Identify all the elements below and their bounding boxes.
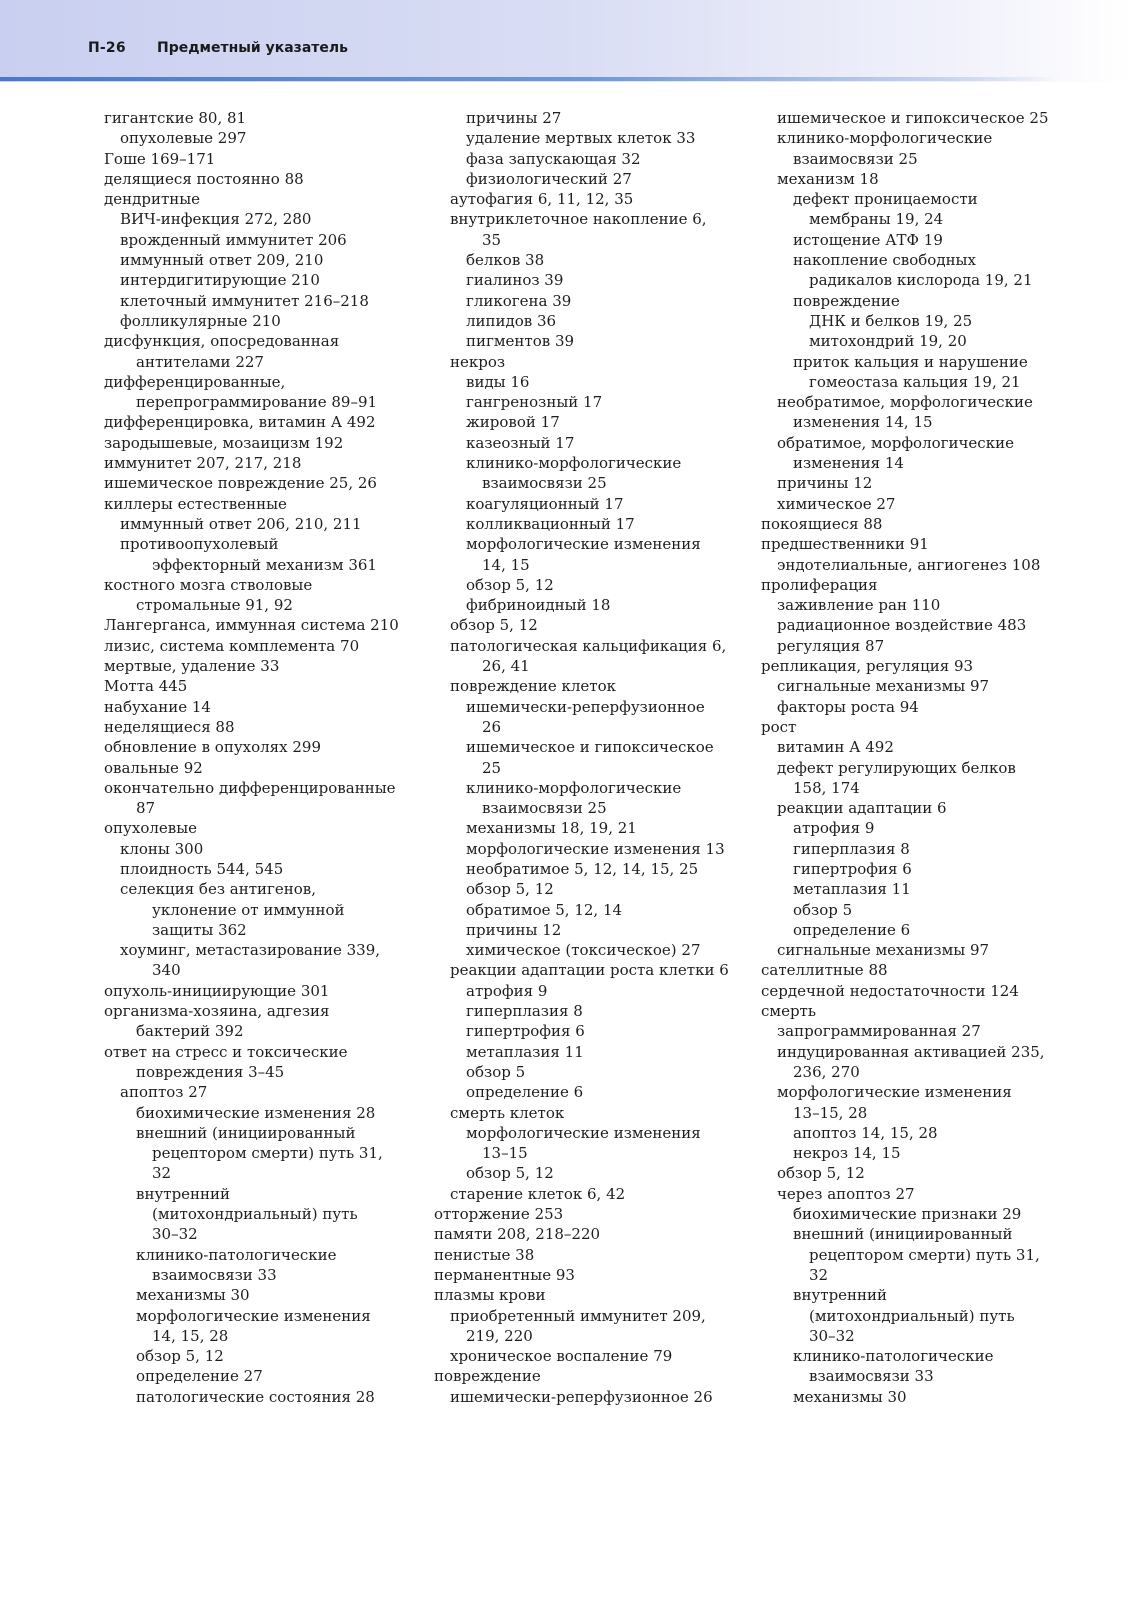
index-entry: клинико-морфологические [777, 129, 993, 148]
index-entry: противоопухолевый [120, 535, 279, 554]
index-entry: пролиферация [761, 575, 878, 594]
index-entry: гомеостаза кальция 19, 21 [809, 372, 1021, 391]
index-entry: обратимое 5, 12, 14 [466, 900, 623, 919]
index-entry: дефект регулирующих белков [777, 758, 1016, 777]
index-entry: лизис, система комплемента 70 [104, 636, 360, 655]
index-entry: атрофия 9 [793, 819, 875, 838]
index-entry: иммунный ответ 209, 210 [120, 251, 324, 270]
index-entry: механизмы 30 [793, 1387, 907, 1406]
index-entry: удаление мертвых клеток 33 [466, 129, 696, 148]
index-entry: патологические состояния 28 [136, 1387, 375, 1406]
index-column-2 [434, 108, 750, 1407]
index-entry: повреждение клеток [450, 677, 616, 696]
index-entry: некроз [450, 352, 506, 371]
index-entry: 219, 220 [466, 1326, 533, 1345]
index-entry: реакции адаптации роста клетки 6 [450, 961, 729, 980]
index-entry: повреждение [793, 291, 900, 310]
index-entry: Гоше 169–171 [104, 149, 216, 168]
index-entry: (митохондриальный) путь [809, 1306, 1015, 1325]
index-entry: морфологические изменения [466, 1123, 701, 1142]
index-entry: хоуминг, метастазирование 339, [120, 941, 381, 960]
index-entry: изменения 14, 15 [793, 413, 933, 432]
index-entry: химическое (токсическое) 27 [466, 941, 701, 960]
index-entry: взаимосвязи 25 [482, 799, 607, 818]
index-entry: интердигитирующие 210 [120, 271, 320, 290]
index-entry: 35 [482, 230, 502, 249]
index-entry: клоны 300 [120, 839, 204, 858]
index-entry: обзор 5, 12 [136, 1347, 224, 1366]
index-entry: апоптоз 27 [120, 1083, 208, 1102]
index-entry: 340 [152, 961, 181, 980]
index-entry: дифференцировка, витамин А 492 [104, 413, 376, 432]
index-entry: обновление в опухолях 299 [104, 738, 321, 757]
index-entry: иммунный ответ 206, 210, 211 [120, 514, 362, 533]
index-entry: клеточный иммунитет 216–218 [120, 291, 369, 310]
index-entry: ДНК и белков 19, 25 [809, 311, 973, 330]
index-entry: метаплазия 11 [466, 1042, 584, 1061]
index-entry: казеозный 17 [466, 433, 575, 452]
index-entry: необратимое, морфологические [777, 393, 1033, 412]
index-entry: предшественники 91 [761, 535, 929, 554]
index-entry: механизмы 30 [136, 1286, 250, 1305]
index-entry: приобретенный иммунитет 209, [450, 1306, 706, 1325]
index-entry: определение 27 [136, 1367, 263, 1386]
index-entry: уклонение от иммунной [152, 900, 345, 919]
index-entry: коагуляционный 17 [466, 494, 624, 513]
index-entry: 14, 15 [482, 555, 530, 574]
index-entry: смерть [761, 1002, 817, 1021]
index-entry: факторы роста 94 [777, 697, 919, 716]
index-entry: пигментов 39 [466, 332, 575, 351]
index-entry: аутофагия 6, 11, 12, 35 [450, 190, 634, 209]
index-entry: взаимосвязи 33 [152, 1265, 277, 1284]
index-entry: некроз 14, 15 [793, 1144, 901, 1163]
index-entry: обзор 5, 12 [466, 575, 554, 594]
index-entry: мембраны 19, 24 [809, 210, 944, 229]
index-entry: мертвые, удаление 33 [104, 657, 280, 676]
index-column-1 [104, 108, 404, 1407]
index-entry: обзор 5, 12 [466, 880, 554, 899]
index-entry: 26 [482, 717, 502, 736]
index-entry: заживление ран 110 [777, 596, 941, 615]
index-entry: перманентные 93 [434, 1265, 575, 1284]
index-entry: ишемически-реперфузионное 26 [450, 1387, 713, 1406]
index-entry: митохондрий 19, 20 [809, 332, 967, 351]
index-entry: клинико-патологические [793, 1347, 994, 1366]
index-entry: киллеры естественные [104, 494, 287, 513]
index-entry: старение клеток 6, 42 [450, 1184, 626, 1203]
index-column-3 [761, 108, 1067, 1407]
index-entry: механизмы 18, 19, 21 [466, 819, 637, 838]
index-entry: биохимические изменения 28 [136, 1103, 376, 1122]
index-entry: 32 [152, 1164, 172, 1183]
index-entry: биохимические признаки 29 [793, 1205, 1022, 1224]
index-entry: перепрограммирование 89–91 [136, 393, 378, 412]
index-entry: 236, 270 [793, 1062, 860, 1081]
index-entry: стромальные 91, 92 [136, 596, 293, 615]
index-entry: делящиеся постоянно 88 [104, 169, 304, 188]
index-entry: виды 16 [466, 372, 530, 391]
header-accent-line [0, 77, 1060, 81]
section-title: Предметный указатель [157, 40, 348, 56]
index-entry: гангренозный 17 [466, 393, 603, 412]
index-entry: дисфункция, опосредованная [104, 332, 340, 351]
index-entry: антителами 227 [136, 352, 264, 371]
index-entry: ВИЧ-инфекция 272, 280 [120, 210, 312, 229]
index-entry: иммунитет 207, 217, 218 [104, 454, 302, 473]
index-entry: ишемическое и гипоксическое [466, 738, 714, 757]
index-entry: 13–15 [482, 1144, 528, 1163]
index-entry: определение 6 [793, 920, 911, 939]
index-entry: морфологические изменения [777, 1083, 1012, 1102]
index-entry: обратимое, морфологические [777, 433, 1014, 452]
index-entry: гиалиноз 39 [466, 271, 564, 290]
index-entry: эффекторный механизм 361 [152, 555, 377, 574]
index-entry: селекция без антигенов, [120, 880, 317, 899]
index-entry: фибриноидный 18 [466, 596, 611, 615]
index-entry: овальные 92 [104, 758, 203, 777]
index-entry: 25 [482, 758, 502, 777]
index-entry: обзор 5 [466, 1062, 526, 1081]
index-entry: обзор 5, 12 [450, 616, 538, 635]
index-entry: эндотелиальные, ангиогенез 108 [777, 555, 1041, 574]
index-entry: рецептором смерти) путь 31, [809, 1245, 1040, 1264]
page-number: П-26 [88, 40, 126, 56]
index-entry: накопление свободных [793, 251, 976, 270]
index-entry: причины 12 [777, 474, 873, 493]
index-entry: ишемическое и гипоксическое 25 [777, 109, 1049, 127]
index-entry: изменения 14 [793, 454, 904, 473]
index-entry: регуляция 87 [777, 636, 885, 655]
index-entry: сигнальные механизмы 97 [777, 941, 990, 960]
index-entry: гликогена 39 [466, 291, 572, 310]
index-entry: сигнальные механизмы 97 [777, 677, 990, 696]
index-entry: ответ на стресс и токсические [104, 1042, 348, 1061]
index-entry: физиологический 27 [466, 169, 632, 188]
index-entry: радиационное воздействие 483 [777, 616, 1027, 635]
index-entry: рецептором смерти) путь 31, [152, 1144, 383, 1163]
index-entry: репликация, регуляция 93 [761, 657, 974, 676]
index-entry: морфологические изменения [136, 1306, 371, 1325]
index-entry: 87 [136, 799, 156, 818]
index-entry: через апоптоз 27 [777, 1184, 915, 1203]
index-entry: гигантские 80, 81 [104, 109, 247, 127]
index-entry: морфологические изменения [466, 535, 701, 554]
index-entry: 13–15, 28 [793, 1103, 868, 1122]
index-entry: определение 6 [466, 1083, 584, 1102]
index-entry: отторжение 253 [434, 1205, 564, 1224]
index-entry: необратимое 5, 12, 14, 15, 25 [466, 859, 699, 878]
index-entry: 158, 174 [793, 778, 860, 797]
index-entry: клинико-патологические [136, 1245, 337, 1264]
index-entry: опухолевые 297 [120, 129, 247, 148]
index-entry: покоящиеся 88 [761, 514, 883, 533]
index-entry: атрофия 9 [466, 981, 548, 1000]
index-entry: гиперплазия 8 [793, 839, 910, 858]
index-entry: внешний (инициированный [136, 1123, 356, 1142]
index-entry: дифференцированные, [104, 372, 286, 391]
index-entry: ишемическое повреждение 25, 26 [104, 474, 377, 493]
index-entry: пенистые 38 [434, 1245, 535, 1264]
index-entry: повреждение [434, 1367, 541, 1386]
index-entry: гиперплазия 8 [466, 1002, 583, 1021]
index-entry: патологическая кальцификация 6, [450, 636, 727, 655]
index-entry: дефект проницаемости [793, 190, 978, 209]
index-entry: клинико-морфологические [466, 454, 682, 473]
index-entry: смерть клеток [450, 1103, 565, 1122]
index-entry: обзор 5, 12 [466, 1164, 554, 1183]
index-entry: Мотта 445 [104, 677, 188, 696]
index-entry: сателлитные 88 [761, 961, 888, 980]
index-entry: химическое 27 [777, 494, 896, 513]
index-entry: апоптоз 14, 15, 28 [793, 1123, 938, 1142]
index-entry: белков 38 [466, 251, 545, 270]
index-entry: причины 12 [466, 920, 562, 939]
index-entry: витамин А 492 [777, 738, 894, 757]
index-entry: опухолевые [104, 819, 198, 838]
index-entry: внутренний [793, 1286, 888, 1305]
index-entry: 26, 41 [482, 657, 530, 676]
index-entry: механизм 18 [777, 169, 879, 188]
index-entry: неделящиеся 88 [104, 717, 235, 736]
index-entry: зародышевые, мозаицизм 192 [104, 433, 344, 452]
index-entry: причины 27 [466, 109, 562, 127]
index-entry: плоидность 544, 545 [120, 859, 284, 878]
index-entry: приток кальция и нарушение [793, 352, 1028, 371]
index-entry: памяти 208, 218–220 [434, 1225, 601, 1244]
index-entry: внутриклеточное накопление 6, [450, 210, 707, 229]
index-entry: Лангерганса, иммунная система 210 [104, 616, 399, 635]
index-entry: взаимосвязи 25 [793, 149, 918, 168]
index-entry: запрограммированная 27 [777, 1022, 981, 1041]
index-entry: организма-хозяина, адгезия [104, 1002, 330, 1021]
index-entry: повреждения 3–45 [136, 1062, 285, 1081]
index-entry: дендритные [104, 190, 201, 209]
index-entry: фолликулярные 210 [120, 311, 281, 330]
index-entry: ишемически-реперфузионное [466, 697, 705, 716]
index-entry: липидов 36 [466, 311, 557, 330]
index-entry: окончательно дифференцированные [104, 778, 396, 797]
index-entry: плазмы крови [434, 1286, 546, 1305]
index-entry: костного мозга стволовые [104, 575, 313, 594]
index-entry: защиты 362 [152, 920, 247, 939]
index-entry: внешний (инициированный [793, 1225, 1013, 1244]
index-entry: бактерий 392 [136, 1022, 244, 1041]
index-entry: 30–32 [809, 1326, 855, 1345]
index-entry: (митохондриальный) путь [152, 1205, 358, 1224]
index-entry: истощение АТФ 19 [793, 230, 943, 249]
index-entry: 14, 15, 28 [152, 1326, 229, 1345]
index-entry: взаимосвязи 33 [809, 1367, 934, 1386]
index-entry: индуцированная активацией 235, [777, 1042, 1045, 1061]
index-entry: обзор 5, 12 [777, 1164, 865, 1183]
index-entry: врожденный иммунитет 206 [120, 230, 347, 249]
index-entry: 32 [809, 1265, 829, 1284]
index-entry: набухание 14 [104, 697, 211, 716]
index-entry: метаплазия 11 [793, 880, 911, 899]
index-entry: рост [761, 717, 797, 736]
index-entry: жировой 17 [466, 413, 560, 432]
index-entry: взаимосвязи 25 [482, 474, 607, 493]
index-entry: хроническое воспаление 79 [450, 1347, 673, 1366]
index-entry: морфологические изменения 13 [466, 839, 725, 858]
index-entry: клинико-морфологические [466, 778, 682, 797]
index-entry: радикалов кислорода 19, 21 [809, 271, 1033, 290]
index-entry: обзор 5 [793, 900, 853, 919]
index-entry: 30–32 [152, 1225, 198, 1244]
index-entry: сердечной недостаточности 124 [761, 981, 1019, 1000]
index-entry: внутренний [136, 1184, 231, 1203]
index-entry: колликвационный 17 [466, 514, 635, 533]
index-entry: фаза запускающая 32 [466, 149, 641, 168]
index-entry: гипертрофия 6 [793, 859, 912, 878]
index-entry: реакции адаптации 6 [777, 799, 947, 818]
index-entry: опухоль-инициирующие 301 [104, 981, 330, 1000]
index-entry: гипертрофия 6 [466, 1022, 585, 1041]
